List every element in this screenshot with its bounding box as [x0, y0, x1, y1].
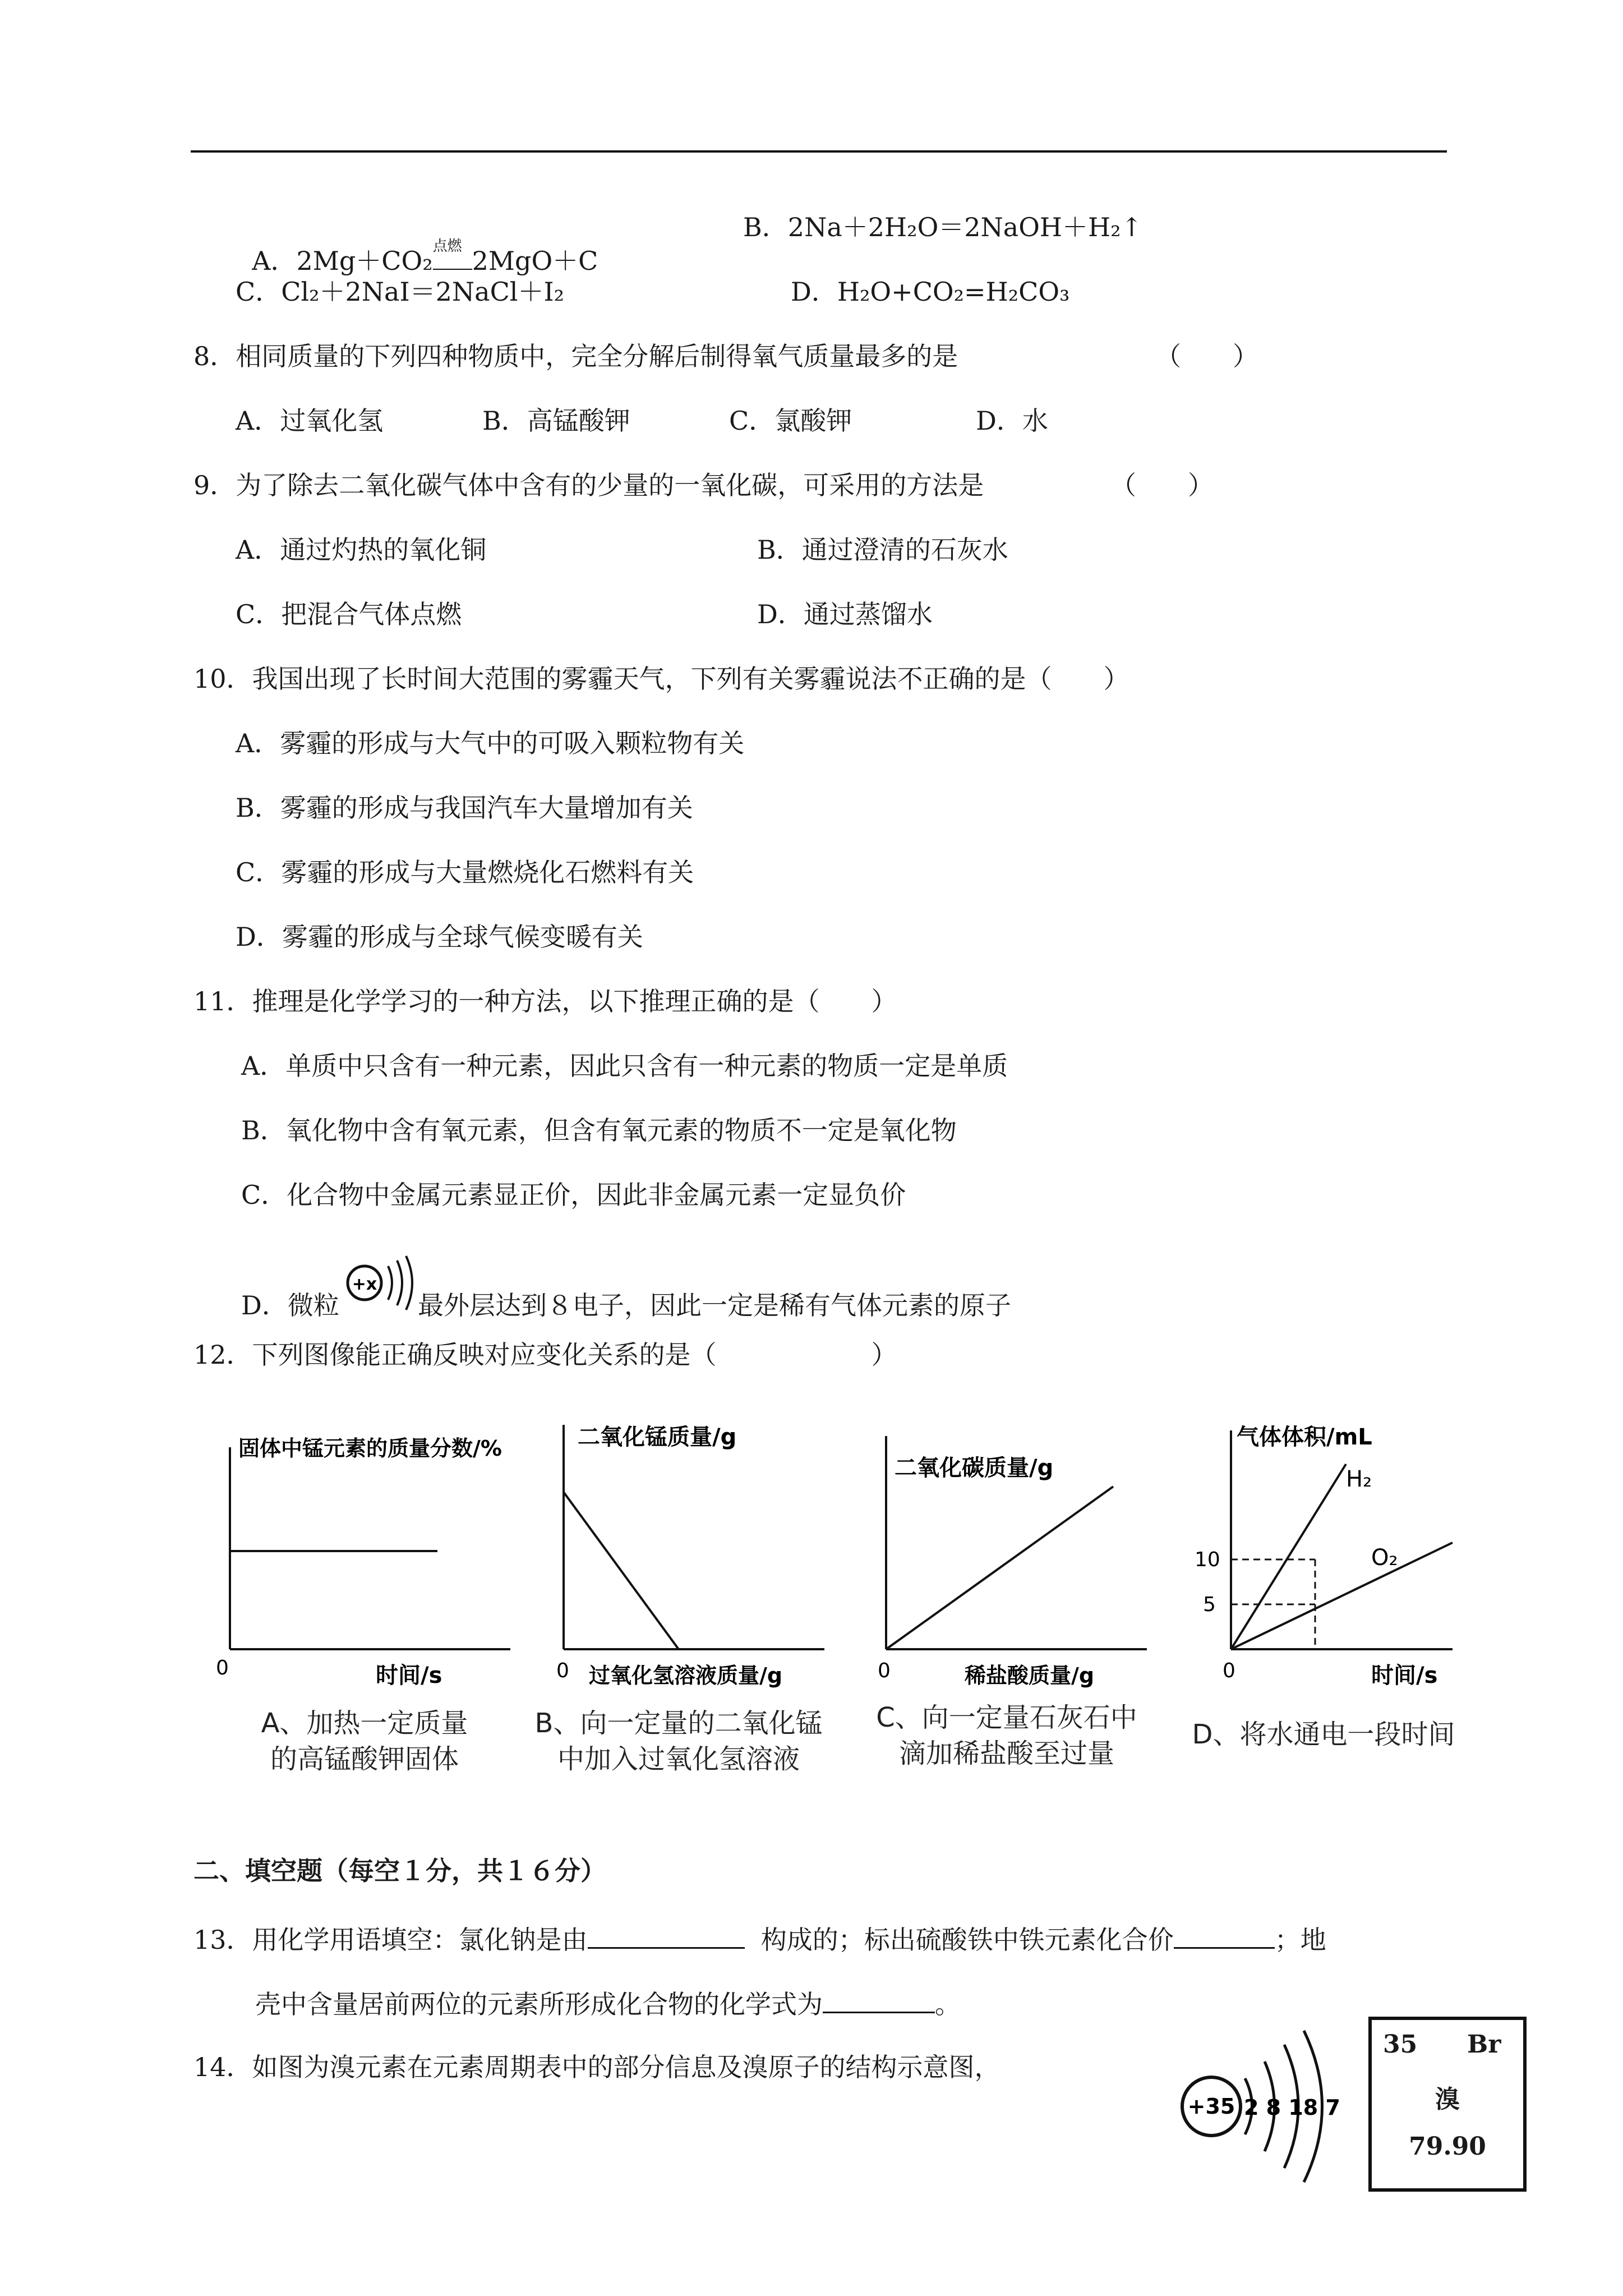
chart-a-caption-line2: 的高锰酸钾固体: [270, 1743, 459, 1775]
chart-d-h2-label: H₂: [1346, 1466, 1372, 1492]
q10-stem: 10．我国出现了长时间大范围的雾霾天气，下列有关雾霾说法不正确的是（ ）: [193, 664, 1129, 694]
chart-d-ytick-5: 5: [1203, 1593, 1216, 1616]
q13-line2: 壳中含量居前两位的元素所形成化合物的化学式为 。: [255, 1986, 961, 2021]
chart-b-caption-line1: B、向一定量的二氧化锰: [534, 1708, 823, 1739]
chart-c-caption-line2: 滴加稀盐酸至过量: [898, 1738, 1114, 1769]
q7-option-d: D．H₂O+CO₂=H₂CO₃: [791, 277, 1070, 307]
chart-c-caption: [861, 1700, 1152, 1772]
chart-b-ylabel: 二氧化锰质量/g: [578, 1424, 737, 1450]
q9-answer-paren: （ ）: [1110, 470, 1214, 500]
chart-b: [527, 1402, 830, 1829]
chart-a-origin: 0: [216, 1657, 229, 1680]
chart-c: [861, 1402, 1152, 1829]
q8-stem: 8．相同质量的下列四种物质中，完全分解后制得氧气质量最多的是: [193, 341, 958, 371]
q10-option-c: C．雾霾的形成与大量燃烧化石燃料有关: [236, 857, 694, 887]
q14-stem: 14．如图为溴元素在元素周期表中的部分信息及溴原子的结构示意图，: [193, 2052, 1000, 2082]
q7-option-b: B．2Na＋2H₂O＝2NaOH＋H₂↑: [743, 212, 1143, 242]
chart-c-caption-line1: C、向一定量石灰石中: [876, 1702, 1137, 1733]
chart-c-xlabel: 稀盐酸质量/g: [965, 1663, 1095, 1688]
q7-option-c: C．Cl₂＋2NaI＝2NaCl＋I₂: [236, 277, 565, 307]
chart-a-caption-line1: A、加热一定质量: [261, 1708, 468, 1739]
bromine-atom-structure-diagram: [1166, 2022, 1357, 2191]
element-name: 溴: [1435, 2085, 1460, 2114]
chart-b-caption-line2: 中加入过氧化氢溶液: [557, 1743, 800, 1775]
chart-b-origin: 0: [556, 1659, 569, 1682]
chart-b-xlabel: 过氧化氢溶液质量/g: [589, 1663, 783, 1688]
q13-blank-2: [1174, 1921, 1275, 1949]
chart-d-caption-line1: D、将水通电一段时间: [1192, 1719, 1455, 1750]
nucleus-charge: +x: [352, 1274, 377, 1294]
q10-option-a: A．雾霾的形成与大气中的可吸入颗粒物有关: [236, 728, 745, 758]
q9-option-c: C．把混合气体点燃: [236, 599, 462, 629]
chart-d-caption: [1178, 1717, 1469, 1752]
q8-option-c: C．氯酸钾: [729, 406, 852, 436]
q10-option-b: B．雾霾的形成与我国汽车大量增加有关: [236, 793, 693, 823]
chart-d-ylabel: 气体体积/mL: [1237, 1424, 1372, 1450]
q8-option-d: D．水: [976, 406, 1048, 436]
chart-c-origin: 0: [878, 1659, 891, 1682]
chart-b-line: [564, 1492, 679, 1649]
q13-blank-3: [823, 1986, 935, 2013]
q13-line1: 13．用化学用语填空：氯化钠是由 构成的；标出硫酸铁中铁元素化合价 ；地: [193, 1921, 1326, 1957]
chart-c-ylabel: 二氧化碳质量/g: [895, 1455, 1054, 1481]
header-rule: [191, 150, 1447, 153]
q9-option-a: A．通过灼热的氧化铜: [236, 535, 487, 565]
q9-option-d: D．通过蒸馏水: [757, 599, 933, 629]
q10-option-d: D．雾霾的形成与全球气候变暖有关: [236, 922, 643, 952]
periodic-table-cell: [1368, 2017, 1527, 2192]
q11-option-a: A．单质中只含有一种元素，因此只含有一种元素的物质一定是单质: [241, 1051, 1008, 1081]
q12-stem: 12．下列图像能正确反映对应变化关系的是（ ）: [193, 1340, 897, 1370]
q11-option-c: C．化合物中金属元素显正价，因此非金属元素一定显负价: [241, 1180, 906, 1210]
chart-d-xlabel: 时间/s: [1371, 1663, 1438, 1688]
element-atomic-mass: 79.90: [1409, 2132, 1486, 2161]
chart-d-o2-label: O₂: [1371, 1545, 1398, 1571]
q8-answer-paren: （ ）: [1155, 341, 1258, 371]
chart-a: [208, 1402, 522, 1829]
q13-blank-1: [588, 1921, 745, 1949]
bromine-electron-shells: 2 8 18 7: [1244, 2095, 1340, 2120]
chart-b-caption: [527, 1705, 830, 1777]
chart-a-ylabel: 固体中锰元素的质量分数/%: [238, 1436, 502, 1461]
q9-stem: 9．为了除去二氧化碳气体中含有的少量的一氧化碳，可采用的方法是: [193, 470, 984, 500]
chart-a-caption: [208, 1705, 522, 1777]
q7-option-a: A．2Mg＋CO₂ 点燃 2MgO＋C: [236, 210, 598, 278]
q11-stem: 11．推理是化学学习的一种方法，以下推理正确的是（ ）: [193, 986, 897, 1016]
chart-d-ytick-10: 10: [1195, 1548, 1220, 1571]
chart-c-line: [886, 1487, 1113, 1649]
q8-option-a: A．过氧化氢: [236, 406, 384, 436]
q9-option-b: B．通过澄清的石灰水: [757, 535, 1008, 565]
q11-option-d-suffix: 最外层达到８电子，因此一定是稀有气体元素的原子: [418, 1290, 1011, 1320]
particle-structure-diagram: [342, 1254, 421, 1321]
bromine-nucleus-charge: +35: [1187, 2094, 1235, 2119]
element-number: 35: [1383, 2030, 1418, 2059]
chart-d: [1178, 1402, 1469, 1829]
q8-option-b: B．高锰酸钾: [482, 406, 630, 436]
q11-option-d-prefix: D．微粒: [241, 1290, 339, 1320]
reaction-condition: 点燃: [432, 238, 462, 255]
element-symbol: Br: [1467, 2030, 1501, 2059]
chart-d-origin: 0: [1223, 1659, 1235, 1682]
chart-a-xlabel: 时间/s: [376, 1663, 442, 1688]
q11-option-b: B．氧化物中含有氧元素，但含有氧元素的物质不一定是氧化物: [241, 1115, 957, 1145]
section-2-title: 二、填空题（每空１分，共１６分）: [193, 1856, 606, 1886]
